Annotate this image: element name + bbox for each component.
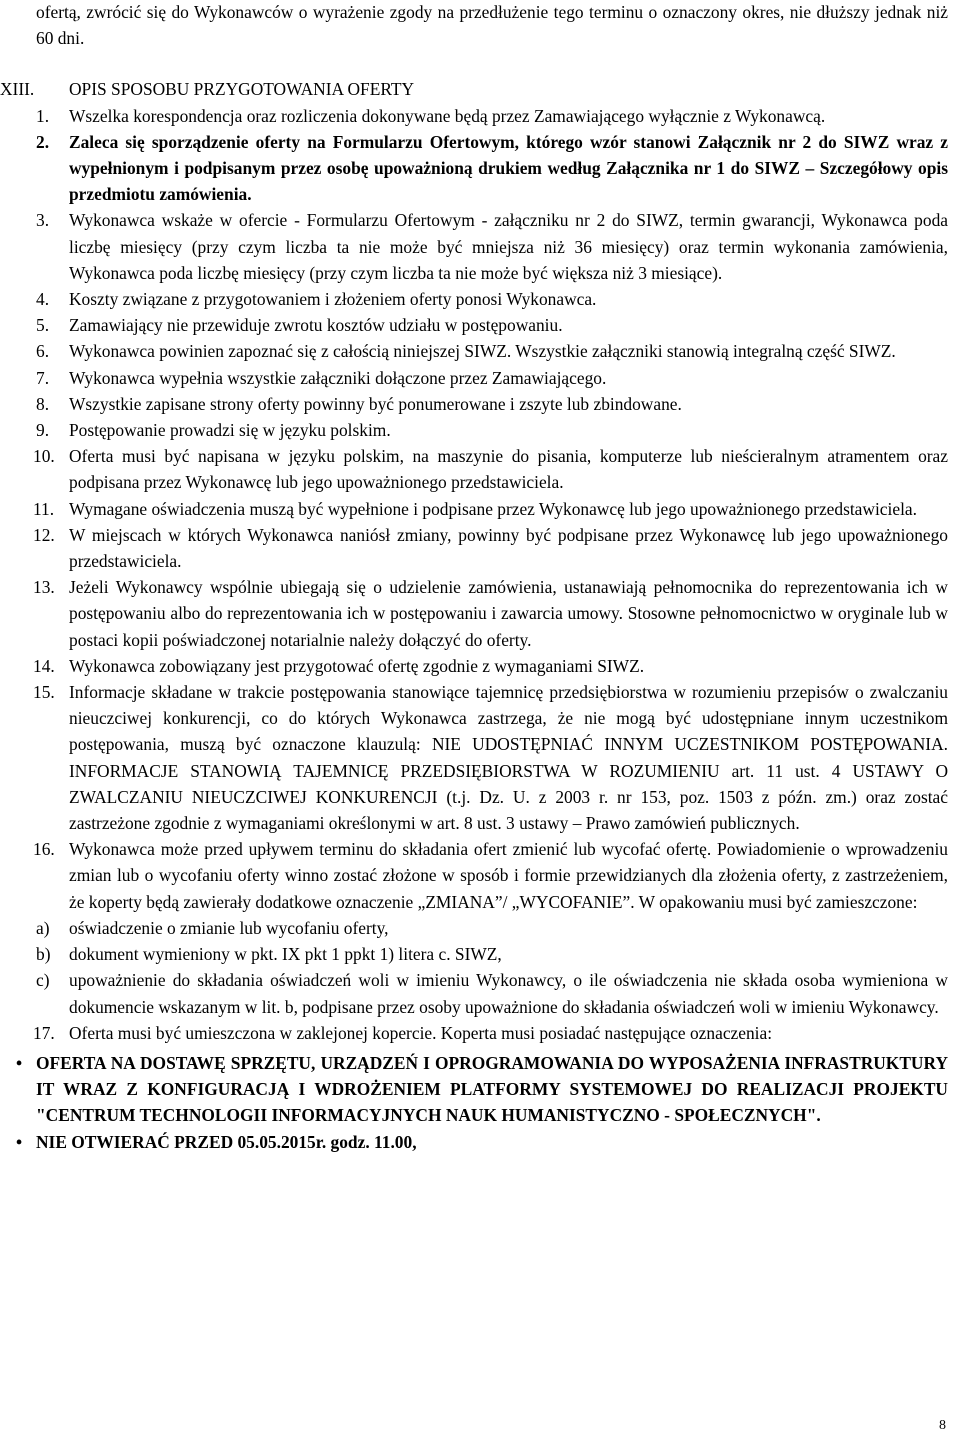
bullet-item-2 [18,1129,948,1155]
list-item-16: 16. Wykonawca może przed upływem terminu do składania ofert zmienić lub wycofać ofertę. Powiadomienie o wprowadzeniu zmian lub o wycofaniu oferty winno zostać złożone w sposób i formie przewidzianych dla złożenia oferty, z zastrzeżeniem, że koperty będą zawierały dodatkowe oznaczenie „ZMIANA”/ „WYCOFANIE”. W opakowaniu musi być zamieszczone: [33,839,948,912]
list-item-text: Koszty związane z przygotowaniem i złożeniem oferty ponosi Wykonawca. [69,289,597,310]
bullet-icon: • [16,1131,23,1152]
list-item-text: Zamawiający nie przewiduje zwrotu kosztów udziału w postępowaniu. [69,315,563,336]
list-item-text: Wykonawca może przed upływem terminu do składania ofert zmienić lub wycofać ofertę. Powiadomienie o wprowadzeniu zmian lub o wycofaniu oferty winno zostać złożone w sposób i formie przewidzianych dla złożenia oferty, z zastrzeżeniem, że koperty będą zawierały dodatkowe oznaczenie „ZMIANA”/ „WYCOFANIE”. W opakowaniu musi być zamieszczone: [69,839,948,912]
subitem-text: upoważnienie do składania oświadczeń woli w imieniu Wykonawcy, o ile oświadczenia nie składa osoba wymieniona w dokumencie wskazanym w lit. b, podpisane przez osoby upoważnione do składania oświadczeń woli w imieniu Wykonawcy. [69,970,948,1017]
list-item-10: 10. Oferta musi być napisana w języku polskim, na maszynie do pisania, komputerze lub nieścieralnym atramentem oraz podpisana przez Wykonawcę lub jego upoważnionego przedstawiciela. [33,446,948,493]
list-item-17: 17. Oferta musi być umieszczona w zaklejonej kopercie. Koperta musi posiadać następujące oznaczenia: [33,1022,773,1043]
list-item-4: 4. Koszty związane z przygotowaniem i złożeniem oferty ponosi Wykonawca. [36,289,597,310]
bullet-icon: • [16,1052,23,1073]
subitem-text: oświadczenie o zmianie lub wycofaniu oferty, [69,917,389,938]
list-item-text: Oferta musi być napisana w języku polskim, na maszynie do pisania, komputerze lub nieścieralnym atramentem oraz podpisana przez Wykonawcę lub jego upoważnionego przedstawiciela. [69,446,948,493]
section-title: OPIS SPOSOBU PRZYGOTOWANIA OFERTY [69,79,415,100]
list-item-14: 14. Wykonawca zobowiązany jest przygotować ofertę zgodnie z wymaganiami SIWZ. [33,655,645,676]
list-item-3: 3. Wykonawca wskaże w ofercie - Formularzu Ofertowym - załączniku nr 2 do SIWZ, termin gwarancji, Wykonawca poda liczbę miesięcy (przy czym liczba ta nie może być mniejsza niż 36 miesięcy) oraz termin wykonania zamówienia, Wykonawca poda liczbę miesięcy (przy czym liczba ta nie może być większa niż 3 miesiące). [36,210,948,283]
subitem-a: a) oświadczenie o zmianie lub wycofaniu oferty, [36,917,389,938]
list-item-13: 13. Jeżeli Wykonawcy wspólnie ubiegają się o udzielenie zamówienia, ustanawiają pełnomocnika do reprezentowania ich w postępowaniu albo do reprezentowania ich w postępowaniu i zawarcia umowy. Stosowne pełnomocnictwo w oryginale lub w postaci kopii poświadczonej notarialnie należy dołączyć do oferty. [33,577,948,650]
list-item-11: 11. Wymagane oświadczenia muszą być wypełnione i podpisane przez Wykonawcę lub jego upoważnionego przedstawiciela. [33,498,917,519]
list-item-text: Wymagane oświadczenia muszą być wypełnione i podpisane przez Wykonawcę lub jego upoważnionego przedstawiciela. [69,498,917,519]
list-item-text: Oferta musi być umieszczona w zaklejonej kopercie. Koperta musi posiadać następujące oznaczenia: [69,1022,773,1043]
section-number: XIII. [0,79,35,100]
list-item-text: Wszelka korespondencja oraz rozliczenia dokonywane będą przez Zamawiającego wyłącznie z Wykonawcą. [69,105,826,126]
list-item-text: Zaleca się sporządzenie oferty na Formularzu Ofertowym, którego wzór stanowi Załącznik nr 2 do SIWZ wraz z wypełnionym i podpisanym przez osobę upoważnioną drukiem według Załącznika nr 1 do SIWZ – Szczegółowy opis przedmiotu zamówienia. [69,131,948,205]
list-item-9: 9. Postępowanie prowadzi się w języku polskim. [36,420,391,441]
list-item-7: 7. Wykonawca wypełnia wszystkie załączniki dołączone przez Zamawiającego. [36,367,607,388]
list-item-6: 6. Wykonawca powinien zapoznać się z całością niniejszej SIWZ. Wszystkie załączniki stanowią integralną część SIWZ. [36,341,896,362]
bullet-text: OFERTA NA DOSTAWĘ SPRZĘTU, URZĄDZEŃ I OPROGRAMOWANIA DO WYPOSAŻENIA INFRASTRUKTURY IT WRAZ Z KONFIGURACJĄ I WDROŻENIEM PLATFORMY SYSTEMOWEJ DO REALIZACJI PROJEKTU "CENTRUM TECHNOLOGII INFORMACYJNYCH NAUK HUMANISTYCZNO - SPOŁECZNYCH". [36,1052,948,1126]
list-item-8: 8. Wszystkie zapisane strony oferty powinny być ponumerowane i zszyte lub zbindowane. [36,393,682,414]
numbered-list [33,103,948,1046]
subitem-b: b) dokument wymieniony w pkt. IX pkt 1 ppkt 1) litera c. SIWZ, [36,944,502,965]
list-item-text: Informacje składane w trakcie postępowania stanowiące tajemnicę przedsiębiorstwa w rozumieniu przepisów o zwalczaniu nieuczciwej konkurencji, co do których Wykonawca zastrzega, że nie mogą być udostępniane innym uczestnikom postępowania, muszą być oznaczone klauzulą: NIE UDOSTĘPNIAĆ INNYM UCZESTNIKOM POSTĘPOWANIA. INFORMACJE STANOWIĄ TAJEMNICĘ PRZEDSIĘBIORSTWA W ROZUMIENIU art. 11 ust. 4 USTAWY O ZWALCZANIU NIEUCZCIWEJ KONKURENCJI (t.j. Dz. U. z 2003 r. nr 153, poz. 1503 z późn. zm.) oraz zostać zastrzeżone zgodnie z wymaganiami określonymi w art. 8 ust. 3 ustawy – Prawo zamówień publicznych. [69,682,948,834]
list-item-text: Postępowanie prowadzi się w języku polskim. [69,420,391,441]
bullet-text: NIE OTWIERAĆ PRZED 05.05.2015r. godz. 11.00, [36,1131,417,1152]
page-number: 8 [939,1417,946,1433]
section-heading [0,76,948,102]
bullet-list [16,1050,948,1155]
list-item-12: 12. W miejscach w których Wykonawca naniósł zmiany, powinny być podpisane przez Wykonawcę lub jego upoważnionego przedstawiciela. [33,524,948,572]
list-item-text: Wykonawca zobowiązany jest przygotować ofertę zgodnie z wymaganiami SIWZ. [69,655,645,676]
bullet-item-1 [18,1050,948,1129]
list-item-1: 1. Wszelka korespondencja oraz rozliczenia dokonywane będą przez Zamawiającego wyłącznie z Wykonawcą. [36,105,826,126]
list-item-2: 2. Zaleca się sporządzenie oferty na Formularzu Ofertowym, którego wzór stanowi Załącznik nr 2 do SIWZ wraz z wypełnionym i podpisanym przez osobę upoważnioną drukiem według Załącznika nr 1 do SIWZ – Szczegółowy opis przedmiotu zamówienia. [36,131,948,205]
list-item-text: Wszystkie zapisane strony oferty powinny być ponumerowane i zszyte lub zbindowane. [69,393,682,414]
lettered-sublist [36,915,948,1020]
list-item-text: W miejscach w których Wykonawca naniósł zmiany, powinny być podpisane przez Wykonawcę lub jego upoważnionego przedstawiciela. [69,524,948,572]
list-item-15: 15. Informacje składane w trakcie postępowania stanowiące tajemnicę przedsiębiorstwa w rozumieniu przepisów o zwalczaniu nieuczciwej konkurencji, co do których Wykonawca zastrzega, że nie mogą być udostępniane innym uczestnikom postępowania, muszą być oznaczone klauzulą: NIE UDOSTĘPNIAĆ INNYM UCZESTNIKOM POSTĘPOWANIA. INFORMACJE STANOWIĄ TAJEMNICĘ PRZEDSIĘBIORSTWA W ROZUMIENIU art. 11 ust. 4 USTAWY O ZWALCZANIU NIEUCZCIWEJ KONKURENCJI (t.j. Dz. U. z 2003 r. nr 153, poz. 1503 z późn. zm.) oraz zostać zastrzeżone zgodnie z wymaganiami określonymi w art. 8 ust. 3 ustawy – Prawo zamówień publicznych. [33,682,948,834]
list-item-5: 5. Zamawiający nie przewiduje zwrotu kosztów udziału w postępowaniu. [36,315,563,336]
subitem-text: dokument wymieniony w pkt. IX pkt 1 ppkt 1) litera c. SIWZ, [69,944,502,965]
list-item-text: Wykonawca wskaże w ofercie - Formularzu Ofertowym - załączniku nr 2 do SIWZ, termin gwarancji, Wykonawca poda liczbę miesięcy (przy czym liczba ta nie może być mniejsza niż 36 miesięcy) oraz termin wykonania zamówienia, Wykonawca poda liczbę miesięcy (przy czym liczba ta nie może być większa niż 3 miesiące). [69,210,948,283]
list-item-text: Wykonawca wypełnia wszystkie załączniki dołączone przez Zamawiającego. [69,367,607,388]
list-item-text: Wykonawca powinien zapoznać się z całością niniejszej SIWZ. Wszystkie załączniki stanowią integralną część SIWZ. [69,341,896,362]
list-item-text: Jeżeli Wykonawcy wspólnie ubiegają się o udzielenie zamówienia, ustanawiają pełnomocnika do reprezentowania ich w postępowaniu albo do reprezentowania ich w postępowaniu i zawarcia umowy. Stosowne pełnomocnictwo w oryginale lub w postaci kopii poświadczonej notarialnie należy dołączyć do oferty. [69,577,948,650]
intro-paragraph: ofertą, zwrócić się do Wykonawców o wyrażenie zgody na przedłużenie tego terminu o oznaczony okres, nie dłuższy jednak niż 60 dni. [36,2,948,49]
subitem-c: c) upoważnienie do składania oświadczeń woli w imieniu Wykonawcy, o ile oświadczenia nie składa osoba wymieniona w dokumencie wskazanym w lit. b, podpisane przez osoby upoważnione do składania oświadczeń woli w imieniu Wykonawcy. [36,970,948,1017]
